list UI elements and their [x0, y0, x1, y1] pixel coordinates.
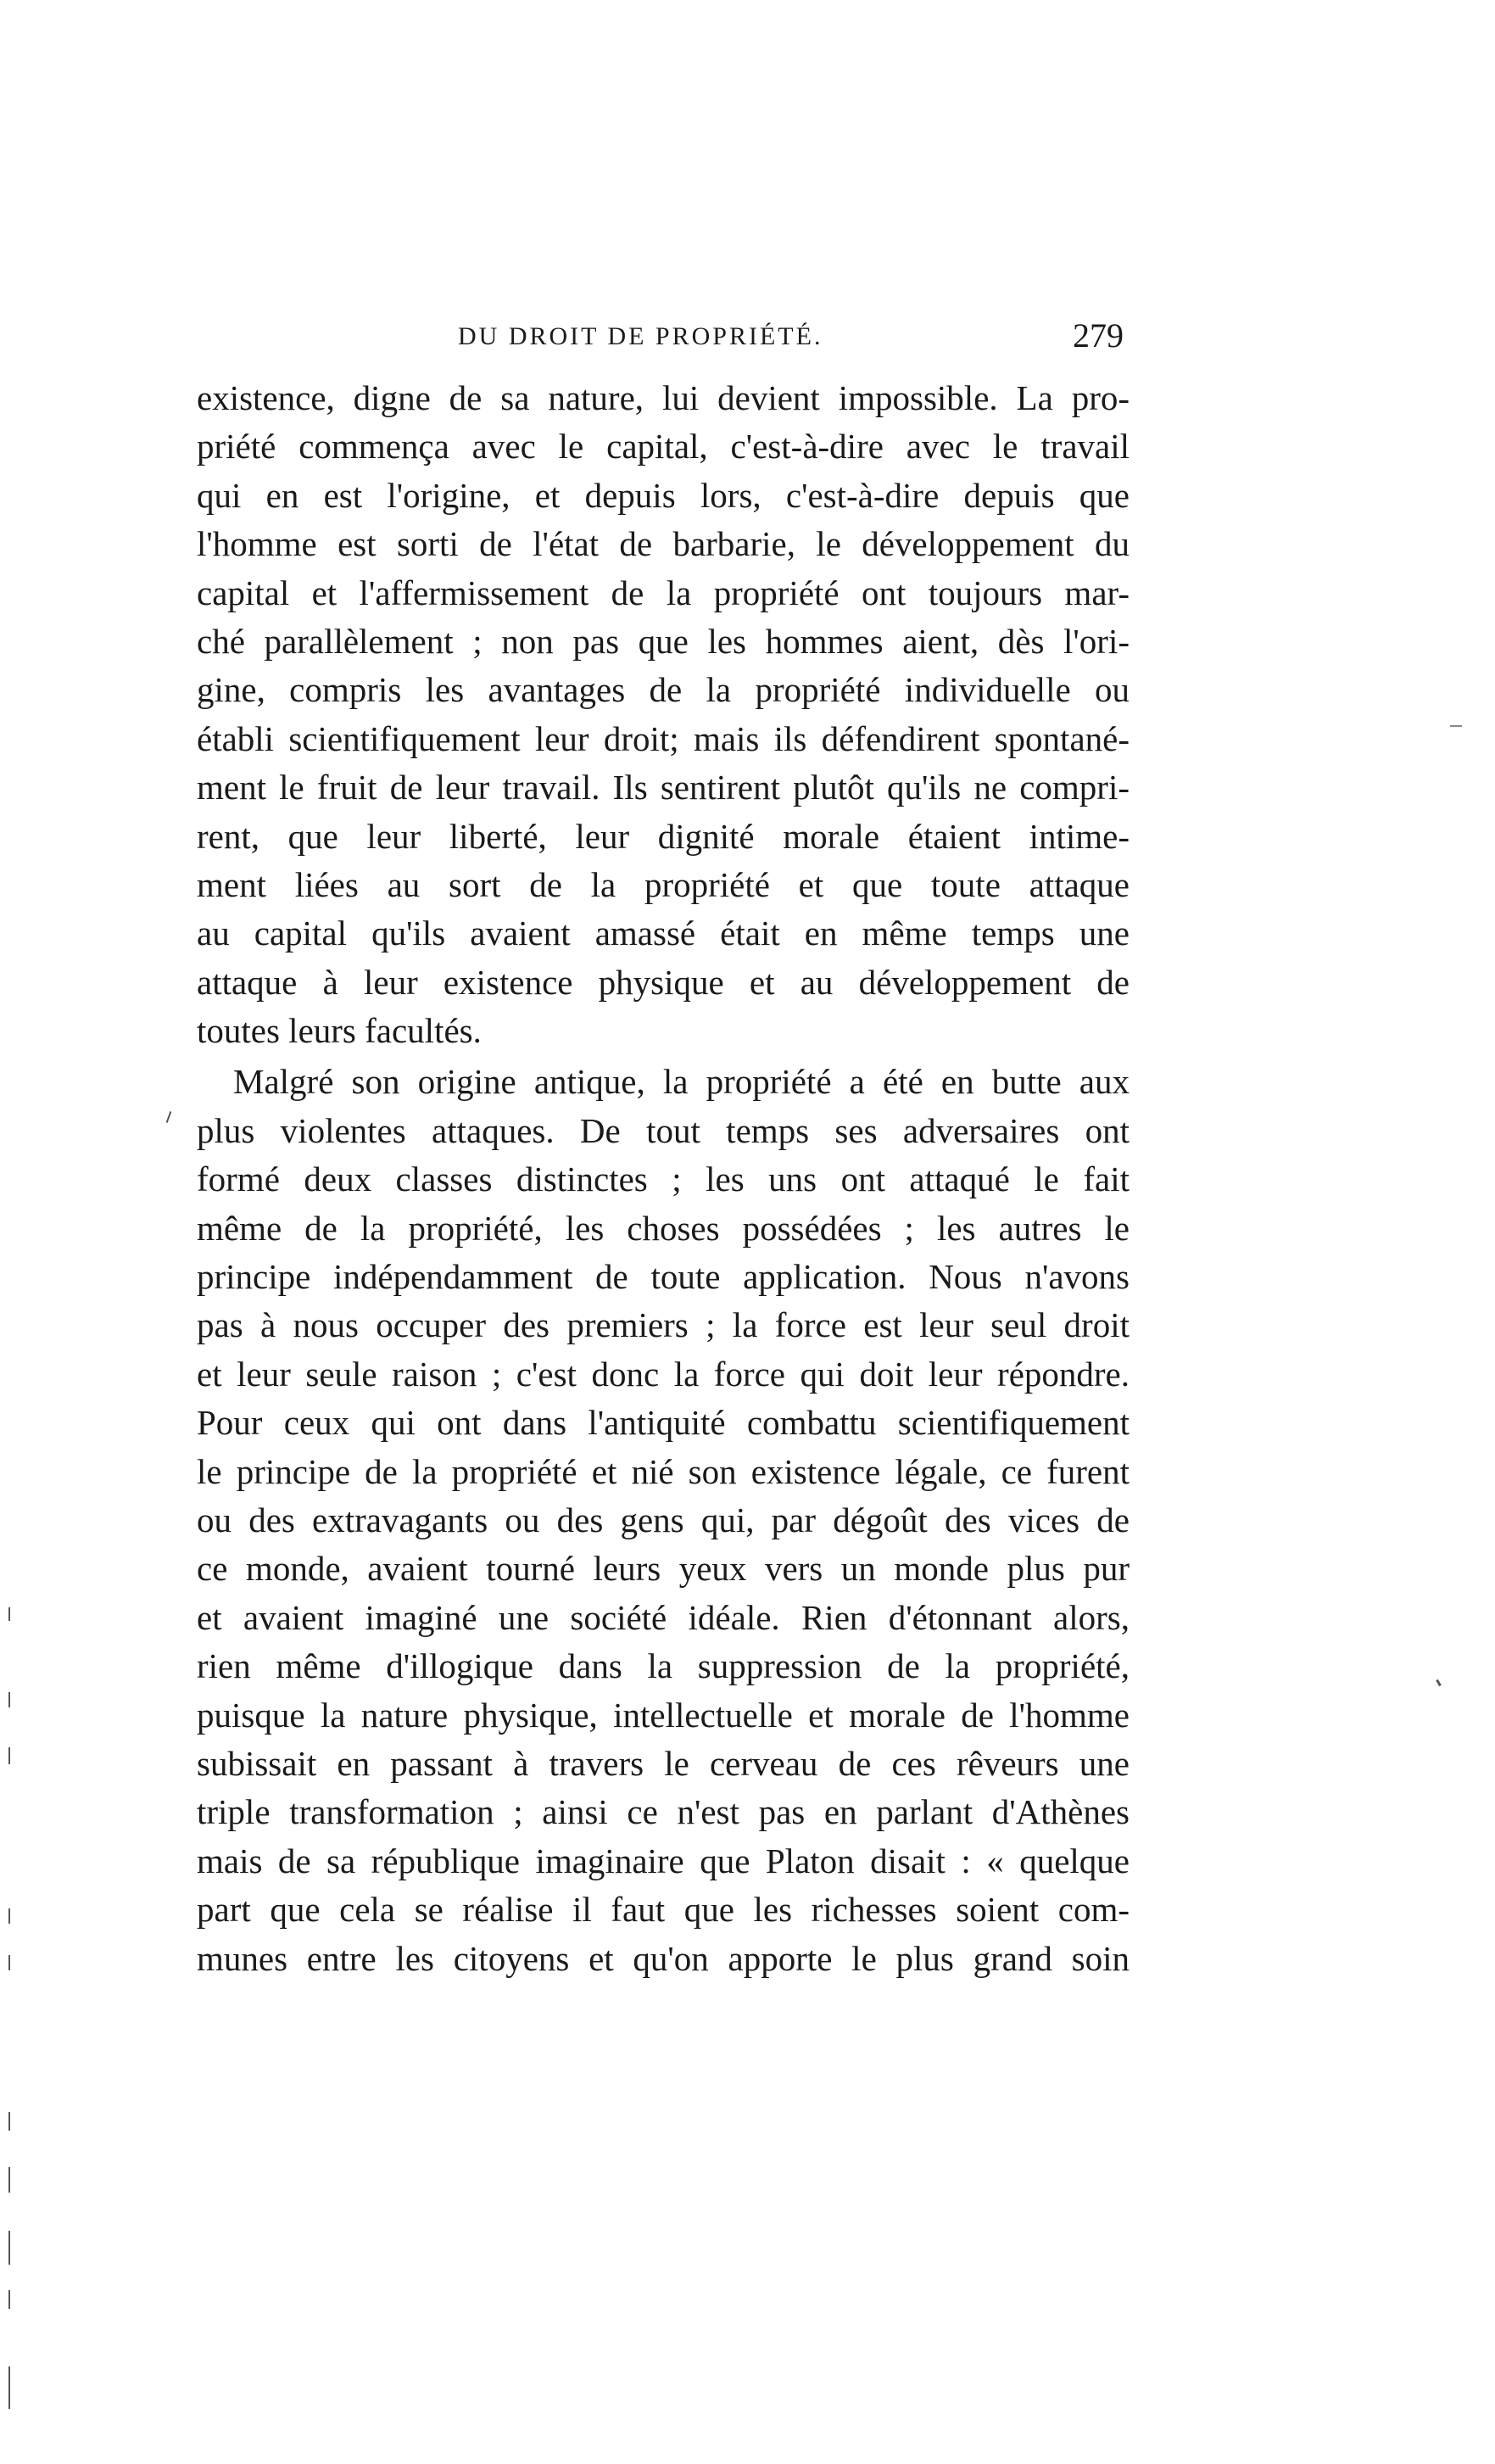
- text-line: part que cela se réalise il faut que les richesses soient com-: [197, 1890, 1130, 1930]
- scan-artifact: [166, 1111, 172, 1123]
- scan-artifact: [8, 1607, 10, 1621]
- text-line: rien même d'illogique dans la suppression de la propriété,: [197, 1646, 1130, 1686]
- scan-artifact: [8, 2366, 10, 2409]
- text-line: Malgré son origine antique, la propriété a été en butte aux: [233, 1062, 1130, 1102]
- page-header: [199, 316, 1124, 358]
- text-line: Pour ceux qui ont dans l'antiquité combattu scientifiquement: [197, 1403, 1130, 1443]
- text-line: mais de sa république imaginaire que Platon disait : « quelque: [197, 1841, 1130, 1880]
- text-line: l'homme est sorti de l'état de barbarie, le développement du: [197, 524, 1130, 564]
- text-line: gine, compris les avantages de la propriété individuelle ou: [197, 670, 1130, 710]
- page-number: 279: [1073, 316, 1124, 355]
- text-line: formé deux classes distinctes ; les uns ont attaqué le fait: [197, 1159, 1130, 1199]
- text-line: au capital qu'ils avaient amassé était en même temps une: [197, 914, 1130, 953]
- text-line: toutes leurs facultés.: [197, 1011, 482, 1051]
- text-line: établi scientifiquement leur droit; mais ils défendirent spontané-: [197, 718, 1130, 758]
- text-line: ché parallèlement ; non pas que les hommes aient, dès l'ori-: [197, 621, 1130, 661]
- text-line: le principe de la propriété et nié son existence légale, ce furent: [197, 1451, 1130, 1491]
- text-line: ment le fruit de leur travail. Ils sentirent plutôt qu'ils ne compri-: [197, 768, 1130, 807]
- scan-artifact: [1450, 725, 1462, 727]
- text-line: attaque à leur existence physique et au développement de: [197, 962, 1130, 1002]
- text-line: même de la propriété, les choses possédées ; les autres le: [197, 1208, 1130, 1248]
- scan-artifact: [8, 1692, 10, 1707]
- scan-artifact: [8, 2290, 10, 2309]
- scan-artifact: [1436, 1679, 1442, 1686]
- text-line: priété commença avec le capital, c'est-à-dire avec le travail: [197, 427, 1130, 467]
- running-title: DU DROIT DE PROPRIÉTÉ.: [458, 322, 823, 350]
- scan-artifact: [8, 1747, 10, 1764]
- scan-artifact: [8, 2112, 10, 2131]
- text-line: plus violentes attaques. De tout temps ses adversaires ont: [197, 1110, 1130, 1150]
- text-line: triple transformation ; ainsi ce n'est pas en parlant d'Athènes: [197, 1792, 1130, 1832]
- text-line: munes entre les citoyens et qu'on apporte le plus grand soin: [197, 1938, 1130, 1978]
- text-line: capital et l'affermissement de la propriété ont toujours mar-: [197, 573, 1130, 612]
- scan-artifact: [8, 1908, 10, 1924]
- text-line: principe indépendamment de toute application. Nous n'avons: [197, 1257, 1130, 1297]
- text-line: et leur seule raison ; c'est donc la force qui doit leur répondre.: [197, 1354, 1130, 1394]
- text-line: existence, digne de sa nature, lui devient impossible. La pro-: [197, 378, 1130, 417]
- text-line: subissait en passant à travers le cerveau de ces rêveurs une: [197, 1743, 1130, 1783]
- text-line: ce monde, avaient tourné leurs yeux vers un monde plus pur: [197, 1549, 1130, 1589]
- scan-artifact: [8, 2231, 10, 2265]
- text-line: pas à nous occuper des premiers ; la force est leur seul droit: [197, 1305, 1130, 1345]
- text-line: ment liées au sort de la propriété et que toute attaque: [197, 864, 1130, 904]
- text-line: et avaient imaginé une société idéale. Rien d'étonnant alors,: [197, 1597, 1130, 1637]
- text-line: rent, que leur liberté, leur dignité morale étaient intime-: [197, 816, 1130, 856]
- scan-artifact: [8, 2167, 10, 2193]
- text-line: qui en est l'origine, et depuis lors, c'est-à-dire depuis que: [197, 475, 1130, 515]
- scan-artifact: [8, 1955, 10, 1970]
- text-line: ou des extravagants ou des gens qui, par dégoût des vices de: [197, 1500, 1130, 1539]
- body-text: [197, 374, 1130, 1983]
- text-line: puisque la nature physique, intellectuelle et morale de l'homme: [197, 1695, 1130, 1735]
